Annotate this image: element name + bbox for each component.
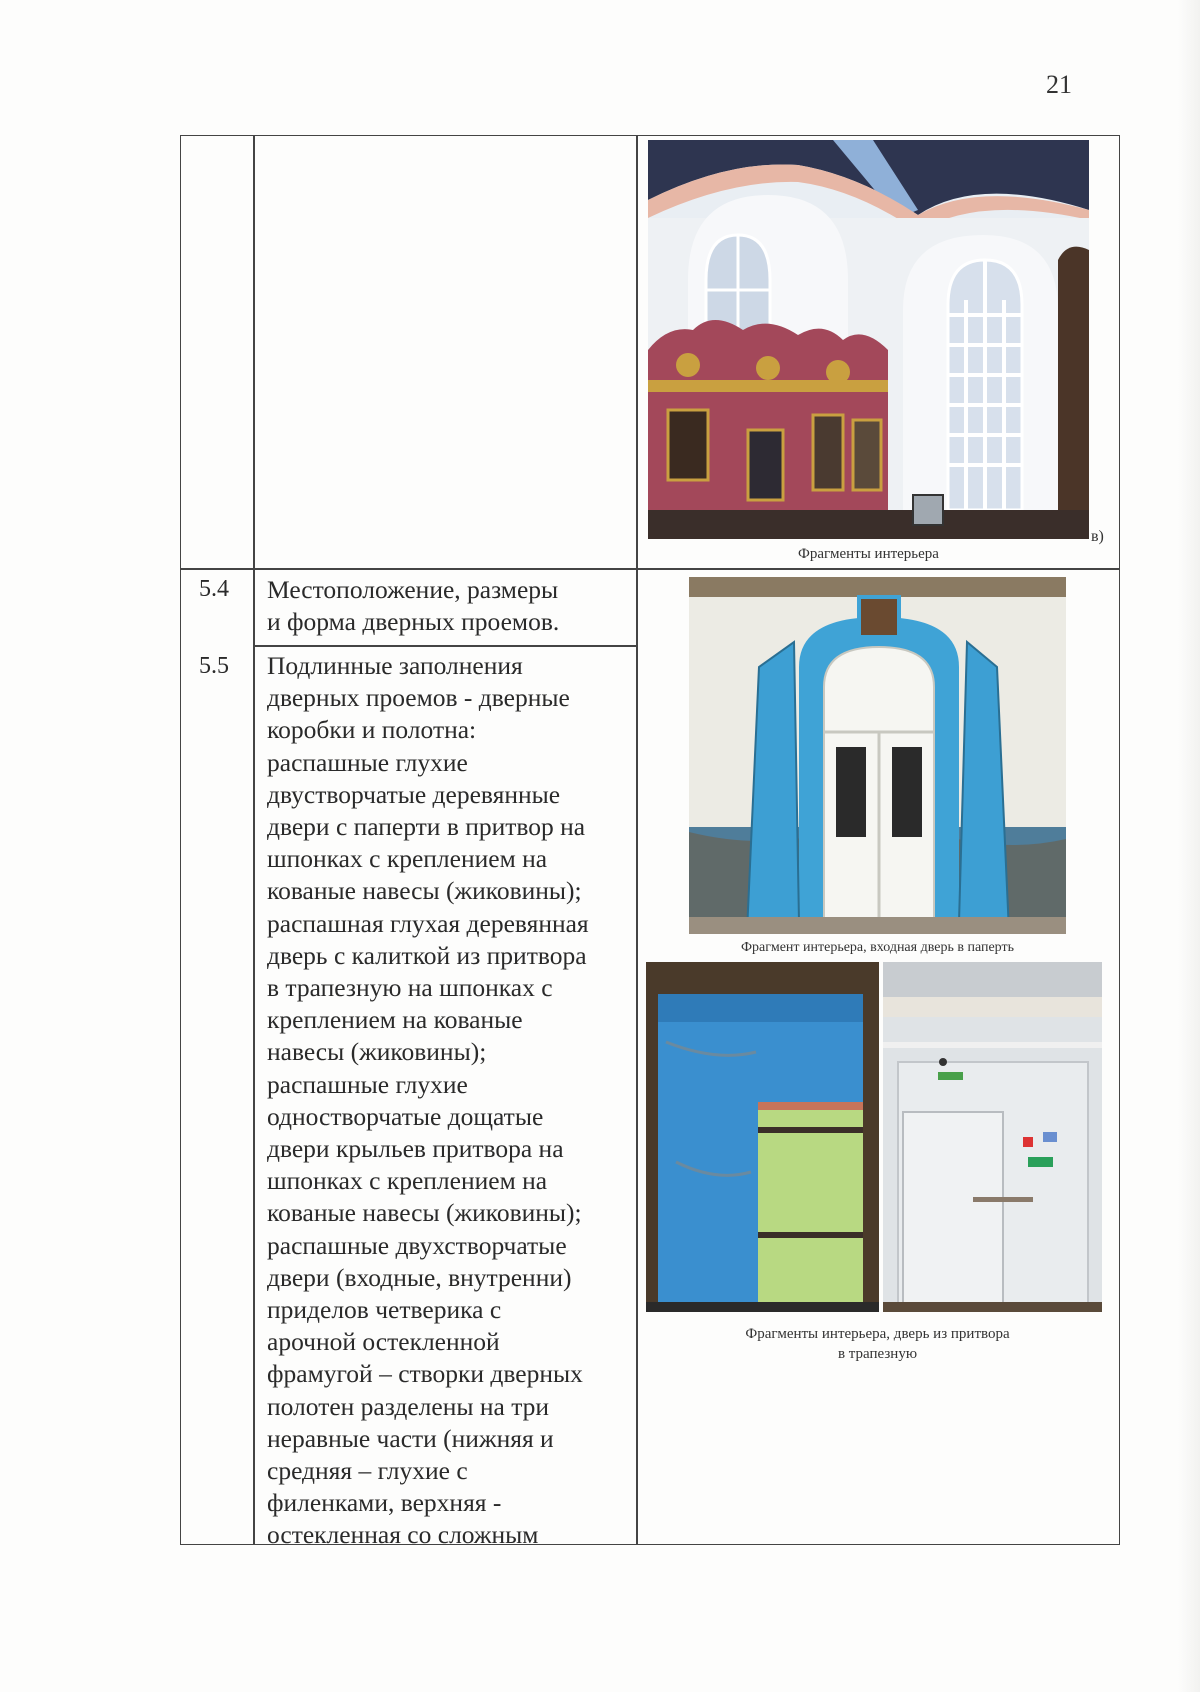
- row-line: кованые навесы (жиковины);: [267, 876, 582, 906]
- refectory-caption-line: Фрагменты интерьера, дверь из притвора: [745, 1326, 1010, 1342]
- row-number: 5.4: [199, 576, 229, 602]
- row-line: дверь с калиткой из притвора: [267, 940, 587, 970]
- row-line: филенками, верхняя -: [267, 1488, 502, 1518]
- photo-label: в): [1091, 528, 1104, 545]
- row-line: и форма дверных проемов.: [267, 607, 560, 637]
- row-line: остекленная со сложным: [267, 1520, 539, 1550]
- table-divider-num: [253, 136, 255, 1544]
- interior-caption: Фрагменты интерьера: [798, 546, 939, 562]
- document-table: [180, 135, 1120, 1550]
- row-line: Подлинные заполнения: [267, 651, 523, 680]
- row-line: распашные глухие: [267, 747, 468, 777]
- entrance-door-photo: [689, 577, 1066, 934]
- row-line: фрамугой – створки дверных: [267, 1359, 583, 1389]
- row-line: приделов четверика с: [267, 1295, 502, 1325]
- row-line: арочной остекленной: [267, 1327, 500, 1357]
- row-line: двери (входные, внутренни): [267, 1262, 572, 1292]
- table-row-divider-2: [253, 645, 636, 647]
- row-line: шпонках с креплением на: [267, 844, 548, 874]
- row-line: распашные двухстворчатые: [267, 1230, 567, 1260]
- row-line: в трапезную на шпонках с: [267, 973, 553, 1003]
- row-line: коробки и полотна:: [267, 715, 477, 745]
- entrance-caption: Фрагмент интерьера, входная дверь в паперть: [741, 940, 1014, 955]
- row-line: распашная глухая деревянная: [267, 908, 589, 938]
- refectory-door-photo: [646, 962, 879, 1312]
- row-line: неравные части (нижняя и: [267, 1423, 554, 1453]
- white-door-photo: [883, 962, 1102, 1312]
- row-line: шпонках с креплением на: [267, 1166, 548, 1196]
- table-row-divider-1: [181, 568, 636, 570]
- row-line: двустворчатые деревянные: [267, 779, 561, 809]
- row-description: [267, 650, 589, 1552]
- refectory-caption: [636, 1324, 1119, 1364]
- row-description: [267, 574, 559, 638]
- page-number: 21: [1046, 70, 1072, 99]
- refectory-caption-line: в трапезную: [837, 1346, 918, 1362]
- row-line: двери с паперти в притвор на: [267, 812, 586, 842]
- table-row-divider-photo: [636, 568, 1119, 570]
- row-line: одностворчатые дощатые: [267, 1101, 544, 1131]
- scan-edge: [1178, 0, 1200, 1692]
- row-line: дверных проемов - дверные: [267, 683, 570, 713]
- row-line: двери крыльев притвора на: [267, 1134, 564, 1164]
- row-number: 5.5: [199, 653, 229, 679]
- row-line: Местоположение, размеры: [267, 575, 559, 604]
- row-line: распашные глухие: [267, 1069, 468, 1099]
- row-line: навесы (жиковины);: [267, 1037, 487, 1067]
- row-line: средняя – глухие с: [267, 1456, 468, 1486]
- row-line: креплением на кованые: [267, 1005, 523, 1035]
- interior-photo: [648, 140, 1089, 539]
- row-line: полотен разделены на три: [267, 1391, 550, 1421]
- row-line: кованые навесы (жиковины);: [267, 1198, 582, 1228]
